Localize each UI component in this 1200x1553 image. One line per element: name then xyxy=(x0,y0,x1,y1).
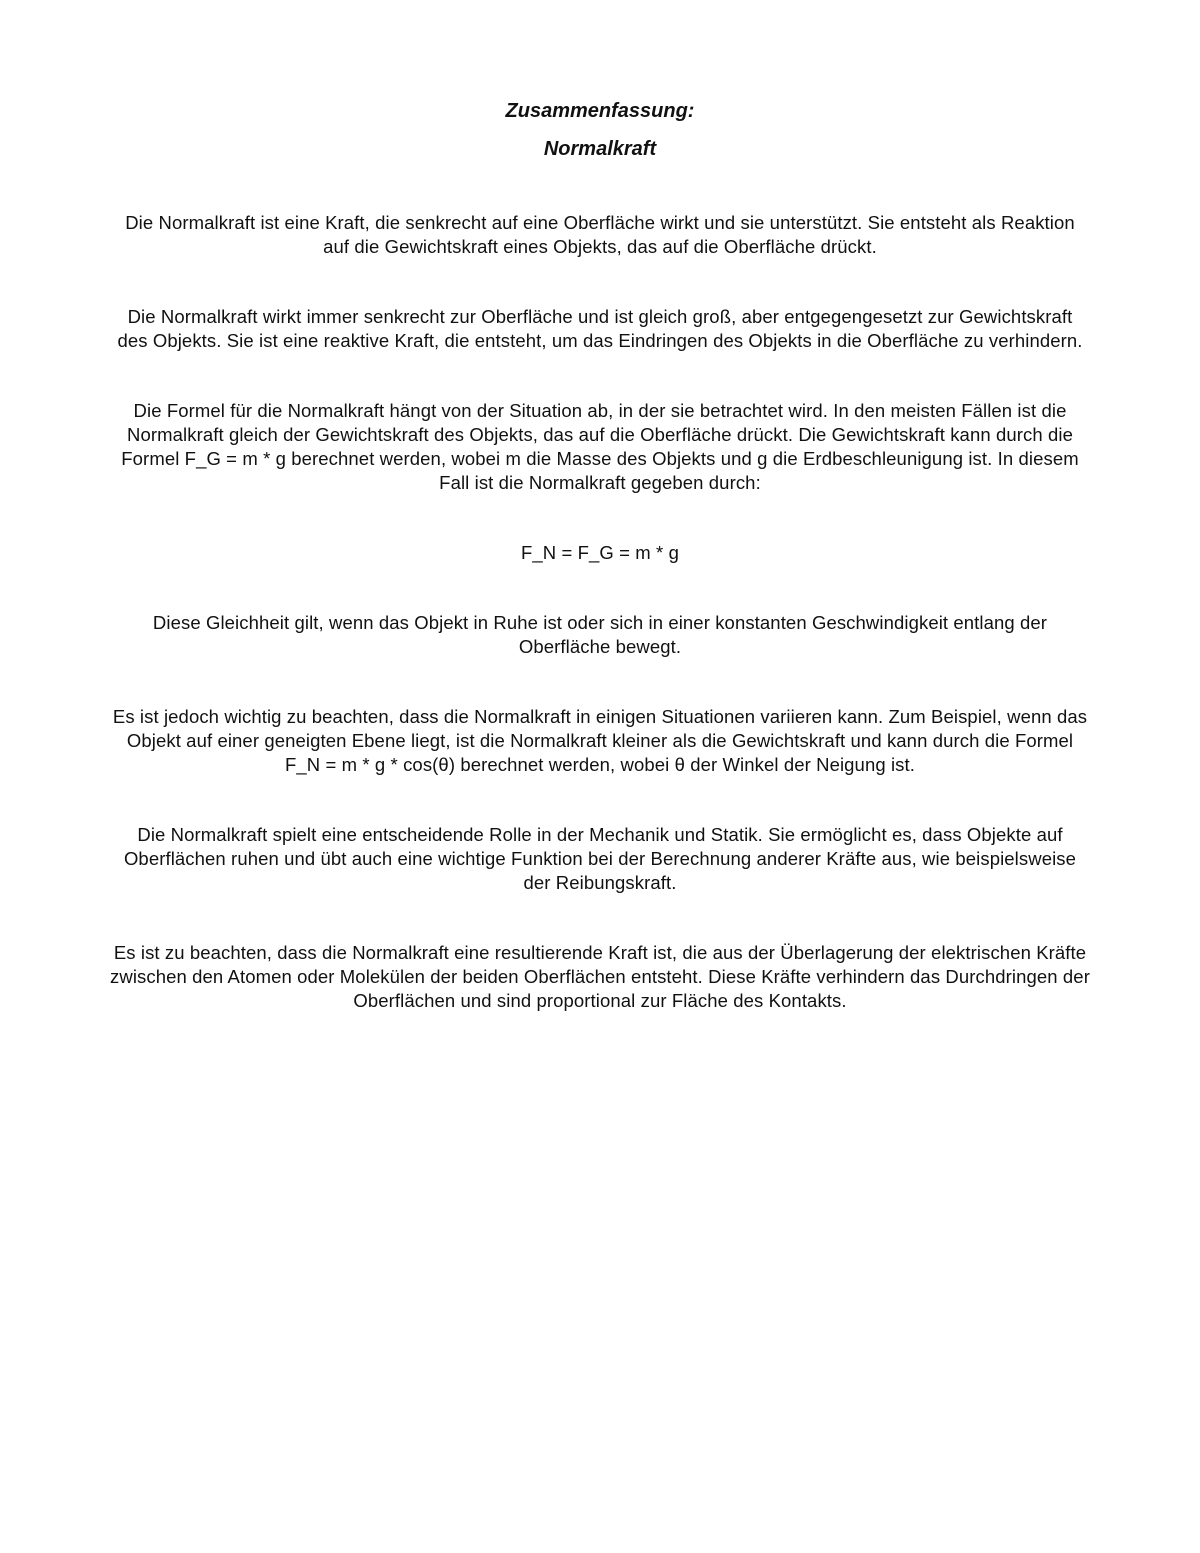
document-body xyxy=(110,92,1090,1059)
paragraph-atomic-origin: Es ist zu beachten, dass die Normalkraft eine resultierende Kraft ist, die aus der Überlagerung der elektrischen Kräfte zwischen den Atomen oder Molekülen der beiden Oberflächen entsteht. Diese Kräfte verhindern das Durchdringen der Oberflächen und sind proportional zur Fläche des Kontakts. xyxy=(110,942,1090,1011)
paragraph-mechanics-role: Die Normalkraft spielt eine entscheidende Rolle in der Mechanik und Statik. Sie ermöglicht es, dass Objekte auf Oberflächen ruhen und übt auch eine wichtige Funktion bei der Berechnung anderer Kräfte aus, wie beispielsweise der Reibungskraft. xyxy=(123,824,1077,893)
document-subtitle: Normalkraft xyxy=(543,138,657,160)
paragraph-inclined-plane: Es ist jedoch wichtig zu beachten, dass die Normalkraft in einigen Situationen variieren kann. Zum Beispiel, wenn das Objekt auf einer geneigten Ebene liegt, ist die Normalkraft kleiner als die Gewichtskraft und kann durch die Formel F_N = m * g * cos(θ) berechnet werden, wobei θ der Winkel der Neigung ist. xyxy=(112,706,1088,775)
paragraph-direction: Die Normalkraft wirkt immer senkrecht zur Oberfläche und ist gleich groß, aber entgegengesetzt zur Gewichtskraft des Objekts. Sie ist eine reaktive Kraft, die entsteht, um das Eindringen des Objekts in die Oberfläche zu verhindern. xyxy=(117,306,1083,351)
paragraph-formula-intro: Die Formel für die Normalkraft hängt von der Situation ab, in der sie betrachtet wird. In den meisten Fällen ist die Normalkraft gleich der Gewichtskraft des Objekts, das auf die Oberfläche drückt. Die Gewichtskraft kann durch die Formel F_G = m * g berechnet werden, wobei m die Masse des Objekts und g die Erdbeschleunigung ist. In diesem Fall ist die Normalkraft gegeben durch: xyxy=(121,400,1079,493)
formula-line: F_N = F_G = m * g xyxy=(521,542,679,563)
document-title: Zusammenfassung: xyxy=(505,100,695,122)
paragraph-definition: Die Normalkraft ist eine Kraft, die senkrecht auf eine Oberfläche wirkt und sie unterstützt. Sie entsteht als Reaktion auf die Gewichtskraft eines Objekts, das auf die Oberfläche drückt. xyxy=(125,212,1075,257)
paragraph-equality: Diese Gleichheit gilt, wenn das Objekt in Ruhe ist oder sich in einer konstanten Geschwindigkeit entlang der Oberfläche bewegt. xyxy=(152,612,1048,657)
